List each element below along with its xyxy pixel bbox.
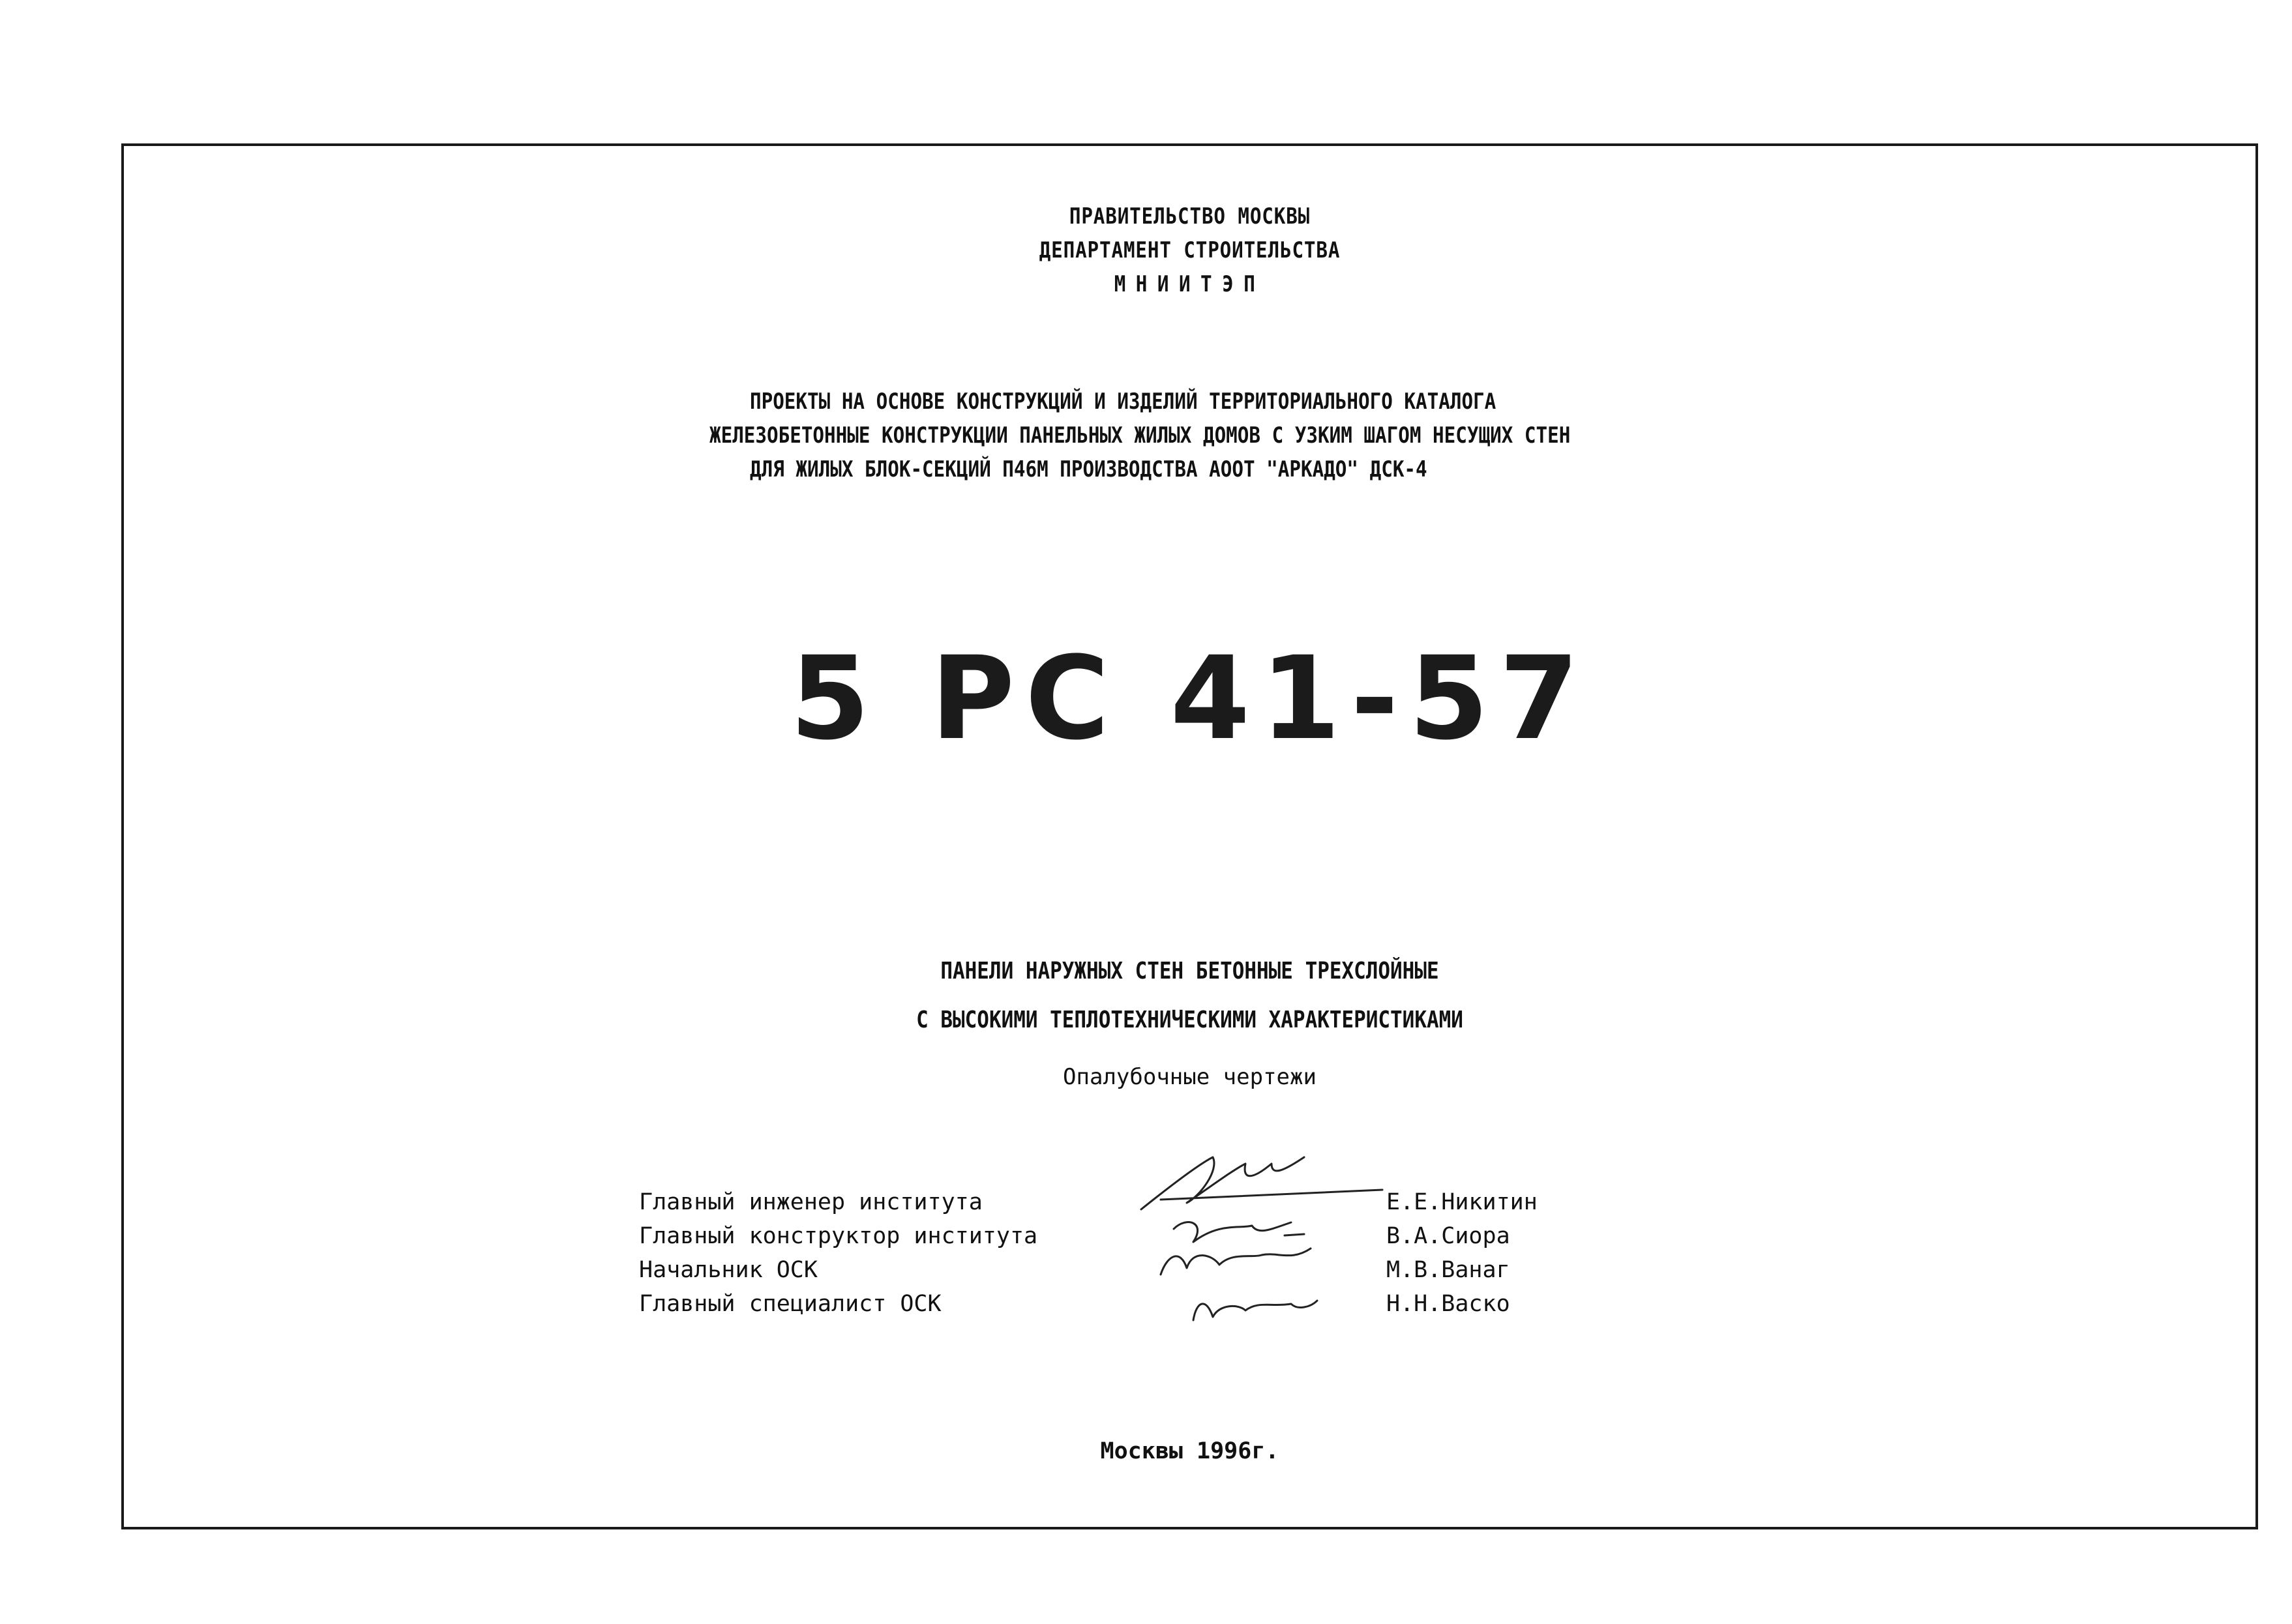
description-title: ПАНЕЛИ НАРУЖНЫХ СТЕН БЕТОННЫЕ ТРЕХСЛОЙНЫЕ: [940, 958, 1439, 984]
name-siora: В.А.Сиора: [1386, 1223, 1510, 1249]
role-chief-engineer: Главный инженер института: [639, 1189, 983, 1215]
role-chief-designer: Главный конструктор института: [639, 1223, 1038, 1249]
header-institute: МНИИТЭП: [1114, 271, 1266, 297]
description-subtitle: С ВЫСОКИМИ ТЕПЛОТЕХНИЧЕСКИМИ ХАРАКТЕРИСТИКАМИ: [916, 1007, 1463, 1033]
document-code: 5 РС 41-57: [790, 632, 1590, 765]
name-vasko: Н.Н.Васко: [1386, 1291, 1510, 1317]
handwritten-signatures: [1122, 1144, 1395, 1346]
project-line-2: ЖЕЛЕЗОБЕТОННЫЕ КОНСТРУКЦИИ ПАНЕЛЬНЫХ ЖИЛЫХ ДОМОВ С УЗКИМ ШАГОМ НЕСУЩИХ СТЕН: [709, 422, 1571, 449]
role-chief-specialist: Главный специалист ОСК: [639, 1291, 942, 1317]
signatory-names: [1386, 1185, 1538, 1321]
name-nikitin: Е.Е.Никитин: [1386, 1189, 1538, 1215]
project-line-1: ПРОЕКТЫ НА ОСНОВЕ КОНСТРУКЦИЙ И ИЗДЕЛИЙ ТЕРРИТОРИАЛЬНОГО КАТАЛОГА: [750, 389, 1496, 415]
city-year: Москвы 1996г.: [1100, 1438, 1279, 1464]
project-line-3: ДЛЯ ЖИЛЫХ БЛОК-СЕКЦИЙ П46М ПРОИЗВОДСТВА АООТ "АРКАДО" ДСК-4: [750, 456, 1427, 482]
signatory-roles: [639, 1185, 1037, 1321]
header-government: ПРАВИТЕЛЬСТВО МОСКВЫ: [1069, 203, 1311, 229]
header-department: ДЕПАРТАМЕНТ СТРОИТЕЛЬСТВА: [1039, 237, 1341, 263]
description-drawings: Опалубочные чертежи: [1063, 1064, 1317, 1090]
role-head-osk: Начальник ОСК: [639, 1257, 818, 1283]
name-vanag: М.В.Ванаг: [1386, 1257, 1510, 1283]
